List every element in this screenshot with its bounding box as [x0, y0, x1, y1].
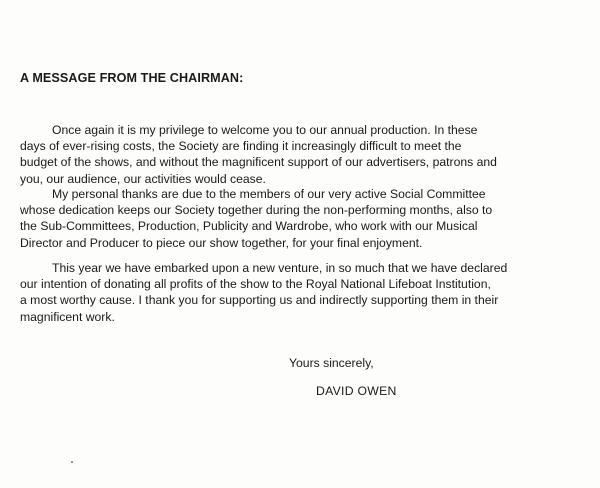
paragraph-line: magnificent work. [20, 309, 115, 324]
letter-closing: Yours sincerely, [289, 356, 374, 370]
paragraph-line: our intention of donating all profits of the show to the Royal National Lifeboat Institution, [20, 277, 491, 292]
letter-heading: A MESSAGE FROM THE CHAIRMAN: [20, 71, 244, 85]
paragraph-line: days of ever-rising costs, the Society are finding it increasingly difficult to meet the [20, 139, 462, 154]
paragraph-thanks [20, 186, 580, 251]
paragraph-line: Once again it is my privilege to welcome you to our annual production. In these [52, 123, 478, 137]
paragraph-line: My personal thanks are due to the members of our very active Social Committee [52, 187, 486, 201]
paper-speck [71, 461, 73, 463]
paragraph-venture [20, 260, 580, 325]
paragraph-line: the Sub-Committees, Production, Publicity and Wardrobe, who work with our Musical [20, 219, 478, 234]
paragraph-welcome [20, 122, 580, 187]
paragraph-line: a most worthy cause. I thank you for supporting us and indirectly supporting them in their [20, 293, 499, 308]
paragraph-line: This year we have embarked upon a new venture, in so much that we have declared [52, 261, 508, 275]
paragraph-line: whose dedication keeps our Society together during the non-performing months, also to [20, 203, 493, 218]
letter-signature: DAVID OWEN [316, 384, 397, 398]
paragraph-line: budget of the shows, and without the magnificent support of our advertisers, patrons and [20, 155, 497, 170]
paragraph-line: Director and Producer to piece our show together, for your final enjoyment. [20, 235, 423, 250]
paragraph-line: you, our audience, our activities would cease. [20, 171, 266, 186]
